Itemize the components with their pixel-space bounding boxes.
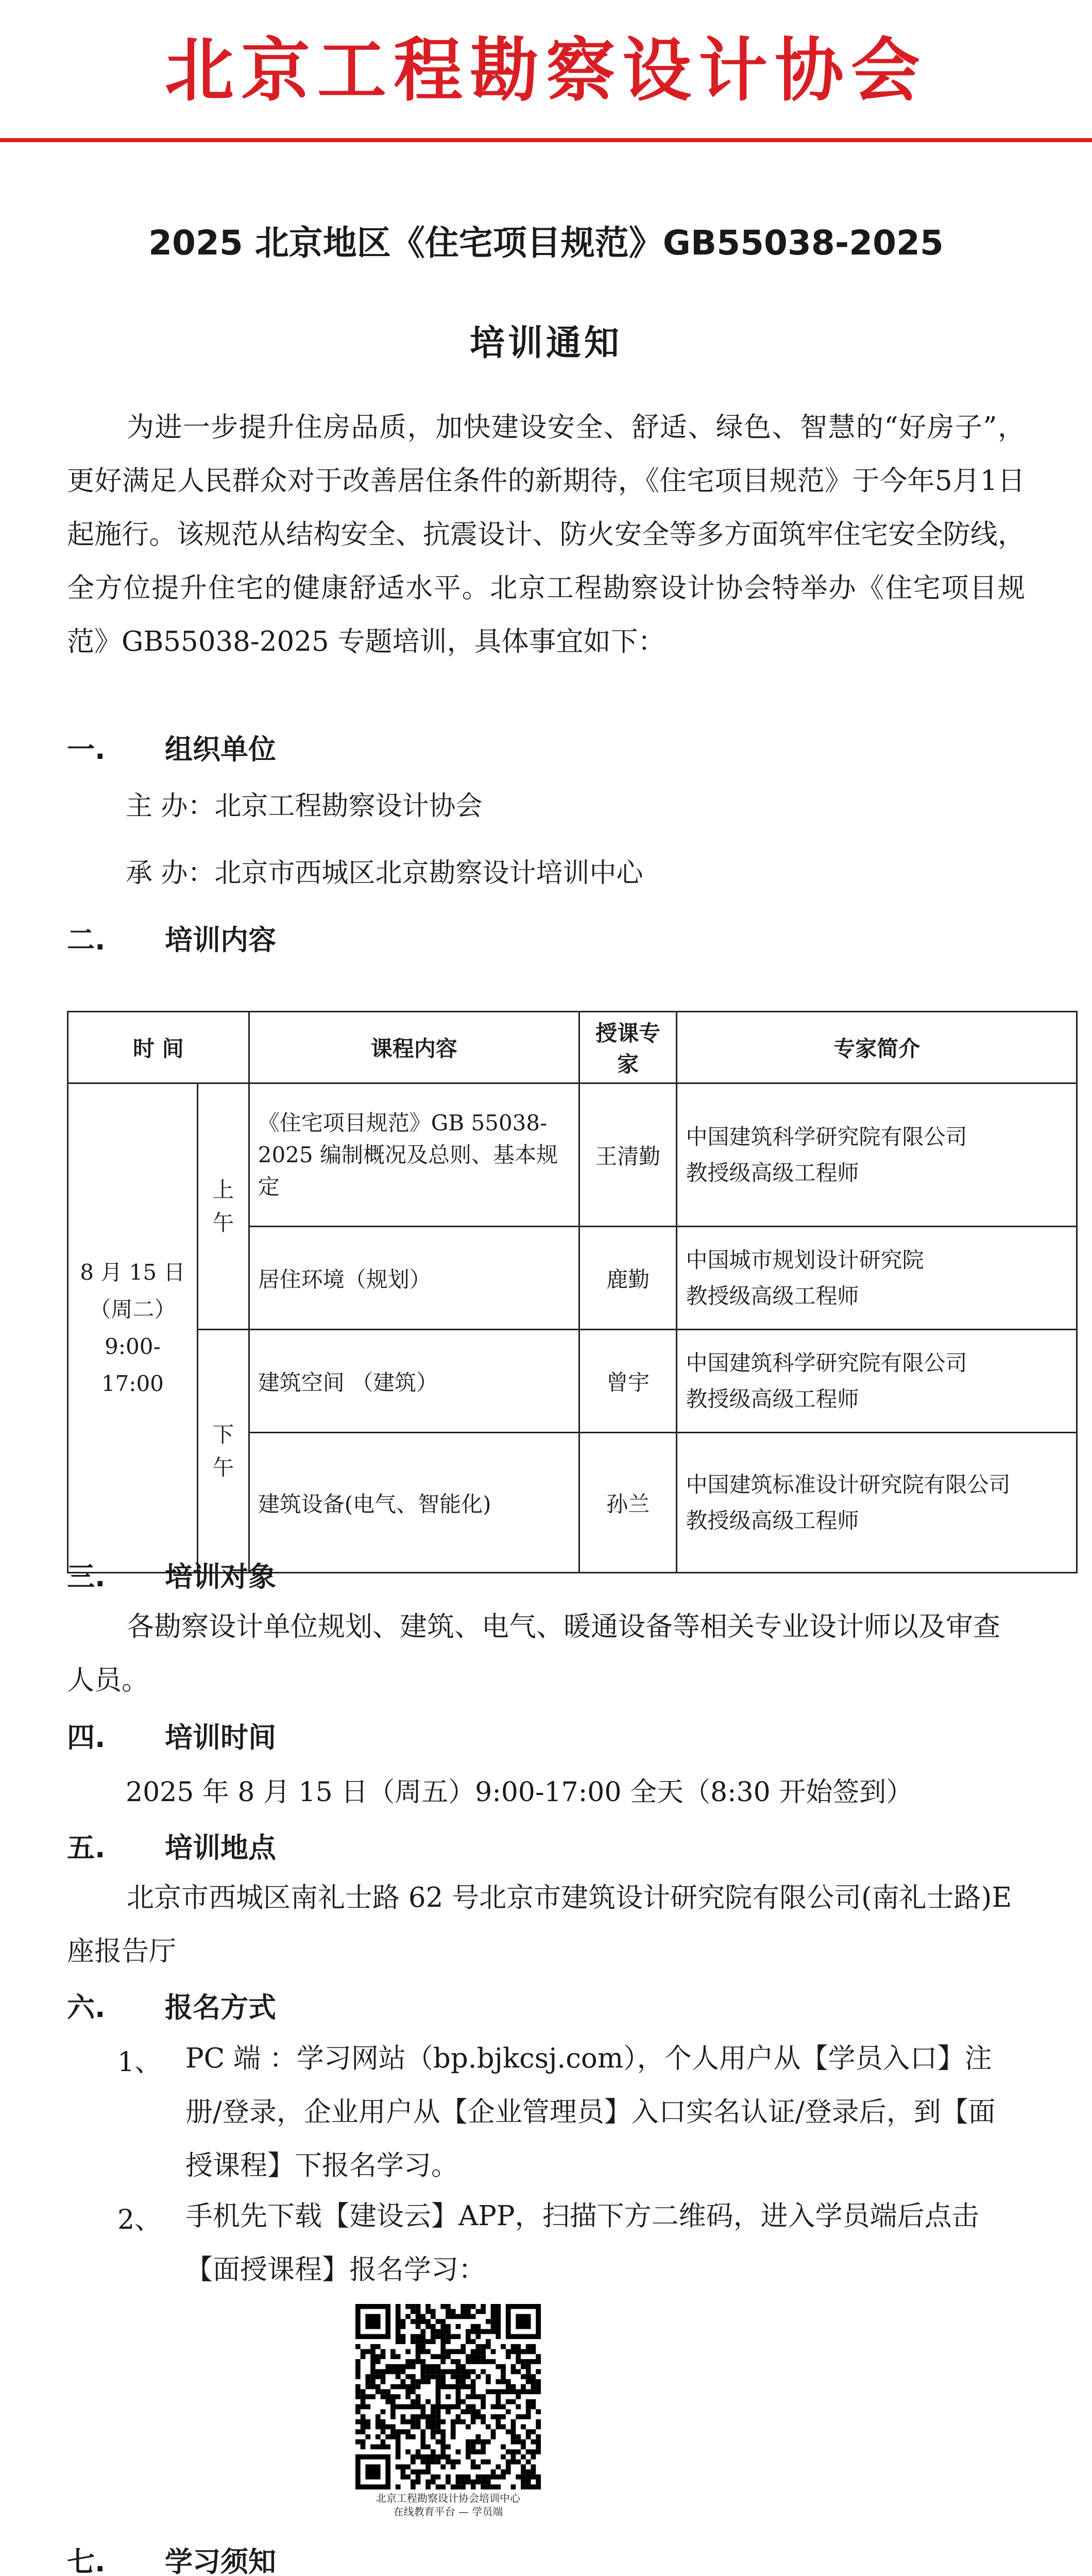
expert-cell: 曾宇 bbox=[579, 1330, 677, 1433]
course-cell: 《住宅项目规范》GB 55038-2025 编制概况及总则、基本规定 bbox=[249, 1083, 579, 1227]
section-heading-5 bbox=[67, 1826, 276, 1866]
letterhead-divider bbox=[0, 138, 1092, 142]
registration-app-text: 手机先下载【建设云】APP，扫描下方二维码，进入学员端后点击【面授课程】报名学习： bbox=[185, 2200, 979, 2285]
bio-affiliation: 中国建筑科学研究院有限公司 bbox=[686, 1350, 967, 1376]
registration-item-number: 2、 bbox=[117, 2205, 162, 2235]
section-heading-7 bbox=[67, 2540, 276, 2576]
expert-cell: 王清勤 bbox=[579, 1083, 677, 1227]
section-title: 组织单位 bbox=[165, 733, 276, 766]
schedule-table bbox=[67, 1011, 1078, 1573]
section-title: 培训内容 bbox=[165, 924, 276, 956]
bio-affiliation: 中国城市规划设计研究院 bbox=[686, 1247, 924, 1273]
course-cell: 建筑空间 （建筑） bbox=[249, 1330, 579, 1433]
section-number: 七. bbox=[67, 2546, 106, 2576]
afternoon-cell bbox=[197, 1330, 249, 1573]
registration-item-number: 1、 bbox=[117, 2047, 162, 2078]
section-number: 三. bbox=[67, 1561, 106, 1593]
date-cell bbox=[68, 1083, 198, 1573]
table-header-row bbox=[68, 1012, 1077, 1083]
section-heading-1 bbox=[67, 727, 276, 767]
organizer-undertaker: 承 办：北京市西城区北京勘察设计培训中心 bbox=[126, 858, 643, 889]
header-expert: 授课专家 bbox=[579, 1012, 677, 1083]
section-heading-4 bbox=[67, 1716, 276, 1755]
qr-caption bbox=[350, 2492, 546, 2518]
header-time: 时 间 bbox=[68, 1012, 249, 1083]
qr-code[interactable] bbox=[355, 2304, 541, 2489]
date: 8 月 15 日 bbox=[80, 1259, 185, 1285]
section-number: 二. bbox=[67, 924, 106, 956]
section-heading-3 bbox=[67, 1555, 276, 1595]
bio-title: 教授级高级工程师 bbox=[686, 1507, 859, 1533]
bio-affiliation: 中国建筑科学研究院有限公司 bbox=[686, 1124, 967, 1149]
time-range: 9:00-17:00 bbox=[101, 1333, 164, 1396]
qr-caption-line: 在线教育平台 — 学员端 bbox=[393, 2505, 503, 2518]
section-title: 培训对象 bbox=[165, 1561, 276, 1593]
section-title: 培训时间 bbox=[165, 1721, 276, 1754]
section-title: 培训地点 bbox=[165, 1832, 276, 1864]
course-cell: 居住环境（规划） bbox=[249, 1227, 579, 1330]
section-heading-6 bbox=[67, 1986, 276, 2025]
audience-text: 各勘察设计单位规划、建筑、电气、暖通设备等相关专业设计师以及审查人员。 bbox=[67, 1611, 1000, 1696]
letterhead-title: 北京工程勘察设计协会 bbox=[164, 30, 927, 111]
morning-cell bbox=[197, 1083, 249, 1330]
registration-pc-text: PC 端 ：学习网站（bp.bjkcsj.com），个人用户从【学员入口】注册/登录，企业用户从【企业管理员】入口实名认证/登录后，到【面授课程】下报名学习。 bbox=[185, 2043, 996, 2181]
course-cell: 建筑设备(电气、智能化) bbox=[249, 1433, 579, 1573]
bio-cell bbox=[677, 1083, 1077, 1227]
table-row bbox=[68, 1330, 1077, 1433]
section-heading-2 bbox=[67, 918, 276, 958]
training-time-text: 2025 年 8 月 15 日（周五）9:00-17:00 全天（8:30 开始签到） bbox=[126, 1777, 913, 1808]
bio-cell bbox=[677, 1330, 1077, 1433]
header-course: 课程内容 bbox=[249, 1012, 579, 1083]
header-bio: 专家简介 bbox=[677, 1012, 1077, 1083]
section-title: 报名方式 bbox=[165, 1991, 276, 2024]
section-number: 一. bbox=[67, 733, 106, 766]
venue-text: 北京市西城区南礼士路 62 号北京市建筑设计研究院有限公司(南礼士路)E 座报告厅 bbox=[67, 1882, 1012, 1967]
table-row bbox=[68, 1083, 1077, 1227]
bio-cell bbox=[677, 1227, 1077, 1330]
weekday: （周二） bbox=[89, 1296, 176, 1322]
bio-affiliation: 中国建筑标准设计研究院有限公司 bbox=[686, 1471, 1011, 1497]
section-number: 五. bbox=[67, 1832, 106, 1864]
section-number: 六. bbox=[67, 1991, 106, 2024]
section-title: 学习须知 bbox=[165, 2546, 276, 2576]
document-subtitle: 培训通知 bbox=[469, 323, 622, 364]
section-number: 四. bbox=[67, 1721, 106, 1754]
organizer-host: 主 办：北京工程勘察设计协会 bbox=[126, 791, 483, 822]
bio-cell bbox=[677, 1433, 1077, 1573]
intro-paragraph: 为进一步提升住房品质，加快建设安全、舒适、绿色、智慧的“好房子”，更好满足人民群众对于改善居住条件的新期待，《住宅项目规范》于今年5月1日起施行。该规范从结构安全、抗震设计、防火安全等多方面筑牢住宅安全防线，全方位提升住宅的健康舒适水平。北京工程勘察设计协会特举办《住宅项目规范》GB55038-2025 专题培训，具体事宜如下： bbox=[67, 412, 1025, 657]
morning-label: 上午 bbox=[212, 1177, 234, 1235]
document-title: 2025 北京地区《住宅项目规范》GB55038-2025 bbox=[148, 223, 944, 263]
bio-title: 教授级高级工程师 bbox=[686, 1386, 859, 1412]
bio-title: 教授级高级工程师 bbox=[686, 1160, 859, 1185]
bio-title: 教授级高级工程师 bbox=[686, 1283, 859, 1309]
qr-caption-line: 北京工程勘察设计协会培训中心 bbox=[376, 2492, 520, 2504]
afternoon-label: 下午 bbox=[212, 1421, 234, 1480]
expert-cell: 孙兰 bbox=[579, 1433, 677, 1573]
expert-cell: 鹿勤 bbox=[579, 1227, 677, 1330]
